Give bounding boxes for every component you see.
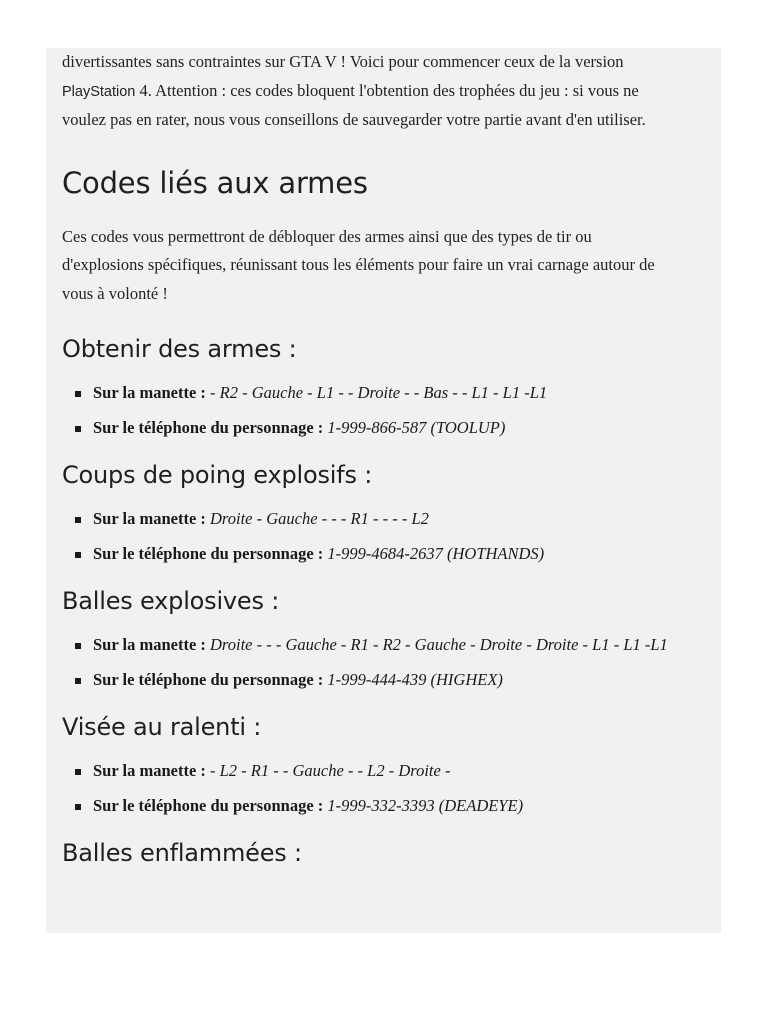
controller-label: Sur la manette : (93, 635, 206, 654)
phone-code: 1-999-866-587 (TOOLUP) (323, 418, 506, 437)
list-item (62, 795, 712, 817)
phone-label: Sur le téléphone du personnage : (93, 544, 324, 563)
main-heading: Codes liés aux armes (62, 165, 368, 200)
bullet-icon (75, 643, 81, 649)
bullet-icon (75, 426, 81, 432)
intro-line-3: voulez pas en rater, nous vous conseillons de sauvegarder votre partie avant d'en utiliser. (62, 110, 646, 129)
intro-line-2: 4. Attention : ces codes bloquent l'obtention des trophées du jeu : si vous ne (135, 80, 639, 100)
code-list (62, 508, 712, 565)
section-coups-de-poing (62, 460, 712, 565)
controller-label: Sur la manette : (93, 761, 206, 780)
description-line-3: vous à volonté ! (62, 283, 168, 303)
section-title: Obtenir des armes : (62, 335, 297, 363)
controller-label: Sur la manette : (93, 383, 206, 402)
description-paragraph (62, 223, 712, 309)
phone-label: Sur le téléphone du personnage : (93, 796, 324, 815)
section-title: Visée au ralenti : (62, 713, 262, 741)
code-list (62, 760, 712, 817)
section-title: Coups de poing explosifs : (62, 461, 373, 489)
controller-code: - L2 - R1 - - Gauche - - L2 - Droite - (205, 761, 451, 780)
phone-label: Sur le téléphone du personnage : (93, 418, 324, 437)
bullet-icon (75, 678, 81, 684)
section-obtenir-armes (62, 334, 712, 439)
intro-paragraph (62, 48, 712, 135)
description-line-2: d'explosions spécifiques, réunissant tous les éléments pour faire un vrai carnage autour de (62, 255, 655, 274)
platform-name: PlayStation (62, 83, 136, 100)
description-line-1: Ces codes vous permettront de débloquer des armes ainsi que des types de tir ou (62, 226, 592, 246)
controller-code: Droite - - - Gauche - R1 - R2 - Gauche - Droite - Droite - L1 - L1 -L1 (205, 635, 668, 654)
phone-code: 1-999-444-439 (HIGHEX) (323, 670, 503, 689)
controller-code: - R2 - Gauche - L1 - - Droite - - Bas - - L1 - L1 -L1 (205, 383, 548, 402)
controller-label: Sur la manette : (93, 509, 206, 528)
article-panel (46, 48, 721, 933)
bullet-icon (75, 552, 81, 558)
intro-line-1: divertissantes sans contraintes sur GTA V ! Voici pour commencer ceux de la version (62, 52, 624, 71)
list-item (62, 543, 712, 565)
section-balles-explosives (62, 586, 712, 691)
phone-code: 1-999-332-3393 (DEADEYE) (323, 796, 524, 815)
list-item (62, 417, 712, 439)
list-item (62, 382, 712, 404)
section-title: Balles enflammées : (62, 839, 302, 867)
bullet-icon (75, 804, 81, 810)
section-balles-enflammees (62, 838, 712, 868)
bullet-icon (75, 769, 81, 775)
phone-label: Sur le téléphone du personnage : (93, 670, 324, 689)
list-item (62, 669, 712, 691)
bullet-icon (75, 517, 81, 523)
section-title: Balles explosives : (62, 587, 280, 615)
controller-code: Droite - Gauche - - - R1 - - - - L2 (205, 509, 429, 528)
code-list (62, 382, 712, 439)
bullet-icon (75, 391, 81, 397)
list-item (62, 760, 712, 782)
list-item (62, 508, 712, 530)
code-list (62, 634, 712, 691)
phone-code: 1-999-4684-2637 (HOTHANDS) (323, 544, 545, 563)
article-content (62, 48, 712, 868)
list-item (62, 634, 712, 656)
section-visee-ralenti (62, 712, 712, 817)
